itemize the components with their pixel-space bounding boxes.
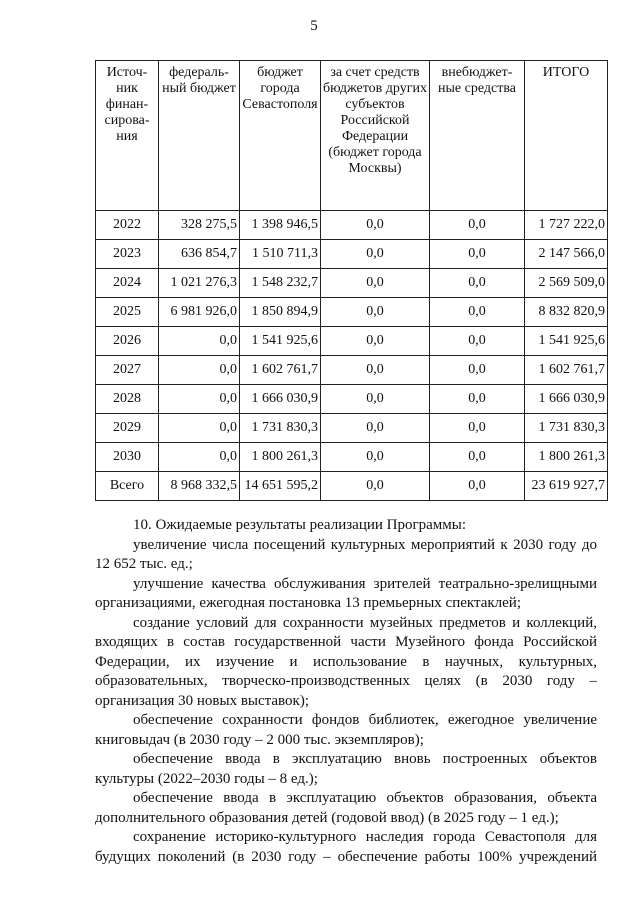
table-cell: 0,0 — [321, 211, 430, 240]
table-cell: 328 275,5 — [159, 211, 240, 240]
table-cell: 1 731 830,3 — [525, 414, 608, 443]
table-cell: 0,0 — [321, 472, 430, 501]
table-cell: 0,0 — [321, 327, 430, 356]
table-cell: 1 666 030,9 — [240, 385, 321, 414]
table-cell: 0,0 — [430, 240, 525, 269]
table-cell: 1 602 761,7 — [240, 356, 321, 385]
paragraph: создание условий для сохранности музейных предметов и коллекций, входящих в состав государственной части Музейного фонда Российской Федерации, их изучение и использование в научных, культурных, образовательных, творческо-производственных целях (в 2030 году – организация 30 новых выставок); — [95, 614, 597, 709]
table-header-row — [96, 61, 608, 211]
table-cell: 1 510 711,3 — [240, 240, 321, 269]
table-cell: 2027 — [96, 356, 159, 385]
header-other-subjects: за счет средств бюджетов других субъектов Российской Федерации (бюджет города Москвы) — [321, 61, 430, 211]
header-total: ИТОГО — [525, 61, 608, 211]
table-row — [96, 385, 608, 414]
table-cell: 1 021 276,3 — [159, 269, 240, 298]
table-cell: 0,0 — [430, 356, 525, 385]
table-row — [96, 211, 608, 240]
table-cell: 2025 — [96, 298, 159, 327]
financing-table — [95, 60, 608, 501]
table-cell: 1 602 761,7 — [525, 356, 608, 385]
table-row — [96, 356, 608, 385]
table-row — [96, 298, 608, 327]
table-cell: 1 800 261,3 — [525, 443, 608, 472]
table-cell: 0,0 — [430, 472, 525, 501]
paragraph: улучшение качества обслуживания зрителей театрально-зрелищными организациями, ежегодная постановка 13 премьерных спектаклей; — [95, 575, 597, 611]
table-cell: 0,0 — [321, 385, 430, 414]
expected-results-text — [95, 516, 597, 867]
table-cell: 0,0 — [430, 298, 525, 327]
paragraph: обеспечение сохранности фондов библиотек, ежегодное увеличение книговыдач (в 2030 году – 2 000 тыс. экземпляров); — [95, 712, 597, 748]
page-number: 5 — [310, 18, 318, 34]
paragraph: обеспечение ввода в эксплуатацию вновь построенных объектов культуры (2022–2030 годы – 8 ед.); — [95, 751, 597, 787]
table-cell: 0,0 — [430, 327, 525, 356]
table-cell: 2028 — [96, 385, 159, 414]
table-cell: 0,0 — [159, 356, 240, 385]
table-cell: 1 541 925,6 — [240, 327, 321, 356]
table-cell: 0,0 — [430, 211, 525, 240]
table-cell: 0,0 — [159, 385, 240, 414]
table-cell: 0,0 — [321, 414, 430, 443]
paragraph: обеспечение ввода в эксплуатацию объектов образования, объекта дополнительного образования детей (годовой ввод) (в 2025 году – 1 ед.); — [95, 790, 597, 826]
table-row — [96, 240, 608, 269]
header-federal: федераль-ный бюджет — [159, 61, 240, 211]
table-cell: 1 541 925,6 — [525, 327, 608, 356]
table-cell: 0,0 — [321, 240, 430, 269]
table-cell: Всего — [96, 472, 159, 501]
table-cell: 1 731 830,3 — [240, 414, 321, 443]
section-heading: 10. Ожидаемые результаты реализации Программы: — [133, 517, 467, 533]
table-cell: 8 968 332,5 — [159, 472, 240, 501]
table-cell: 1 548 232,7 — [240, 269, 321, 298]
table-cell: 2030 — [96, 443, 159, 472]
table-cell: 0,0 — [321, 298, 430, 327]
table-cell: 1 398 946,5 — [240, 211, 321, 240]
table-cell: 0,0 — [321, 443, 430, 472]
table-cell: 6 981 926,0 — [159, 298, 240, 327]
table-cell: 0,0 — [159, 414, 240, 443]
table-cell: 0,0 — [159, 443, 240, 472]
paragraph: сохранение историко-культурного наследия города Севастополя для будущих поколений (в 2030 году – обеспечение работы 100% учреждений — [95, 829, 597, 865]
table-row — [96, 269, 608, 298]
table-cell: 14 651 595,2 — [240, 472, 321, 501]
header-source: Источ-ник финан-сирова-ния — [96, 61, 159, 211]
paragraph: увеличение числа посещений культурных мероприятий к 2030 году до 12 652 тыс. ед.; — [95, 536, 597, 572]
table-cell: 0,0 — [430, 269, 525, 298]
table-cell: 23 619 927,7 — [525, 472, 608, 501]
table-cell: 636 854,7 — [159, 240, 240, 269]
table-cell: 0,0 — [430, 443, 525, 472]
table-cell: 0,0 — [321, 356, 430, 385]
table-cell: 2029 — [96, 414, 159, 443]
table-row — [96, 443, 608, 472]
table-row — [96, 327, 608, 356]
header-sevastopol: бюджет города Севастополя — [240, 61, 321, 211]
table-cell: 2026 — [96, 327, 159, 356]
table-cell: 1 666 030,9 — [525, 385, 608, 414]
table-cell: 0,0 — [159, 327, 240, 356]
table-row — [96, 472, 608, 501]
header-extrabudget: внебюджет-ные средства — [430, 61, 525, 211]
table-cell: 1 800 261,3 — [240, 443, 321, 472]
table-cell: 2023 — [96, 240, 159, 269]
table-body — [96, 211, 608, 501]
table-cell: 0,0 — [430, 414, 525, 443]
table-cell: 8 832 820,9 — [525, 298, 608, 327]
table-cell: 2 569 509,0 — [525, 269, 608, 298]
table-cell: 2022 — [96, 211, 159, 240]
table-cell: 2 147 566,0 — [525, 240, 608, 269]
table-cell: 0,0 — [430, 385, 525, 414]
table-cell: 1 727 222,0 — [525, 211, 608, 240]
table-cell: 1 850 894,9 — [240, 298, 321, 327]
table-row — [96, 414, 608, 443]
table-cell: 2024 — [96, 269, 159, 298]
table-cell: 0,0 — [321, 269, 430, 298]
